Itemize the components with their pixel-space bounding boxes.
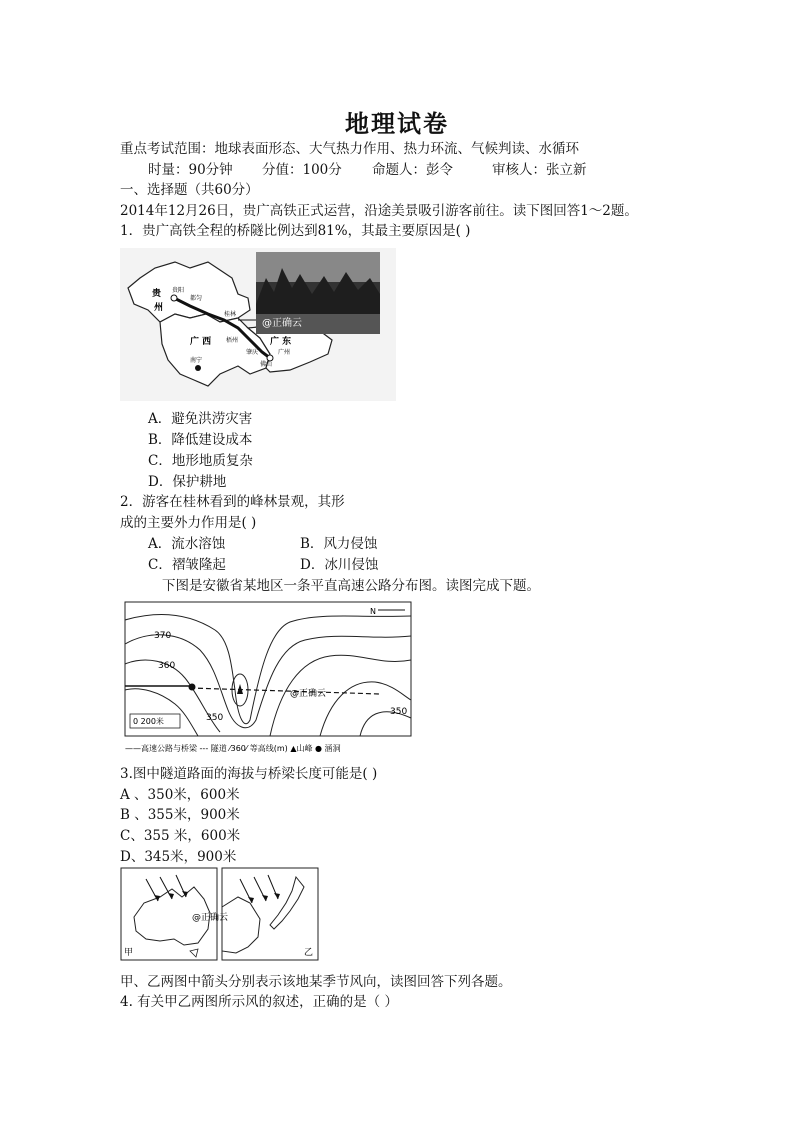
q2-stem-1: 2．游客在桂林看到的峰林景观，其形: [120, 494, 345, 510]
q1-option-d[interactable]: D．保护耕地: [148, 474, 227, 490]
exam-time: 时量：90分钟: [148, 162, 233, 178]
exam-scope: 重点考试范围：地球表面形态、大气热力作用、热力环流、气候判读、水循环: [120, 141, 579, 157]
contour-label-350-b: 350: [390, 707, 408, 717]
map1-label-guizhou1: 贵: [152, 289, 162, 299]
highway-contour-map: [120, 600, 416, 756]
q3-stem: 3.图中隧道路面的海拔与桥梁长度可能是( ): [120, 766, 378, 782]
north-label: N: [370, 607, 376, 616]
q1-stem: 1．贵广高铁全程的桥隧比例达到81%，其最主要原因是( ): [120, 223, 471, 239]
map1-label-guilin: 桂林: [224, 311, 237, 318]
map2-legend: ——高速公路与桥梁 --- 隧道 ⁄360⁄ 等高线(m) ▲山峰 ● 涵洞: [125, 744, 341, 753]
map1-label-nanning: 南宁: [190, 357, 203, 364]
map1-label-guangxi: 广 西: [190, 337, 212, 347]
q1-option-b[interactable]: B．降低建设成本: [148, 432, 253, 448]
intro-q3: 下图是安徽省某地区一条平直高速公路分布图。读图完成下题。: [162, 578, 540, 594]
map2-scale: 0 200米: [133, 717, 164, 726]
q3-option-a[interactable]: A 、350米，600米: [120, 787, 240, 803]
page-title: 地理试卷: [345, 109, 449, 138]
q1-option-a[interactable]: A．避免洪涝灾害: [148, 411, 253, 427]
contour-label-370: 370: [154, 631, 172, 641]
q3-option-b[interactable]: B 、355米，900米: [120, 807, 240, 823]
map3-label-a: 甲: [124, 948, 134, 958]
q2-option-d[interactable]: D．冰川侵蚀: [300, 557, 379, 573]
exam-reviewer: 审核人：张立新: [492, 162, 587, 178]
map1-label-zhaoqing: 肇庆: [246, 349, 259, 356]
q2-option-c[interactable]: C．褶皱隆起: [148, 557, 226, 573]
exam-author: 命题人：彭令: [372, 162, 453, 178]
rail-route-map: [120, 248, 396, 401]
map1-label-wuzhou: 梧州: [226, 337, 239, 344]
intro-q1-q2: 2014年12月26日，贵广高铁正式运营，沿途美景吸引游客前往。读下图回答1～2题。: [120, 203, 638, 219]
q3-option-d[interactable]: D、345米，900米: [120, 849, 237, 865]
contour-label-350-a: 350: [206, 713, 224, 723]
map1-label-guiyang: 贵阳: [172, 287, 185, 294]
map1-label-duyun: 都匀: [190, 295, 203, 302]
map1-watermark: @正确云: [262, 318, 302, 329]
monsoon-maps: [120, 867, 320, 961]
section-heading: 一、选择题（共60分）: [120, 182, 259, 198]
map3-watermark: @正确云: [192, 913, 229, 923]
map2-watermark: @正确云: [290, 689, 327, 699]
map1-label-guangzhou: 广州: [278, 349, 291, 356]
q4-stem: 4. 有关甲乙两图所示风的叙述，正确的是（ ）: [120, 994, 398, 1010]
map1-label-foshan: 佛山: [260, 361, 273, 368]
q2-option-a[interactable]: A．流水溶蚀: [148, 536, 226, 552]
map1-label-guizhou2: 州: [154, 303, 164, 313]
exam-score: 分值：100分: [262, 162, 342, 178]
q2-stem-2: 成的主要外力作用是( ): [120, 515, 257, 531]
q2-option-b[interactable]: B．风力侵蚀: [300, 536, 378, 552]
q1-option-c[interactable]: C．地形地质复杂: [148, 453, 253, 469]
contour-label-360: 360: [158, 661, 176, 671]
q3-option-c[interactable]: C、355 米，600米: [120, 828, 241, 844]
map1-label-guangdong: 广 东: [270, 337, 292, 347]
intro-q4: 甲、乙两图中箭头分别表示该地某季节风向，读图回答下列各题。: [120, 974, 512, 990]
map3-label-b: 乙: [304, 948, 314, 958]
